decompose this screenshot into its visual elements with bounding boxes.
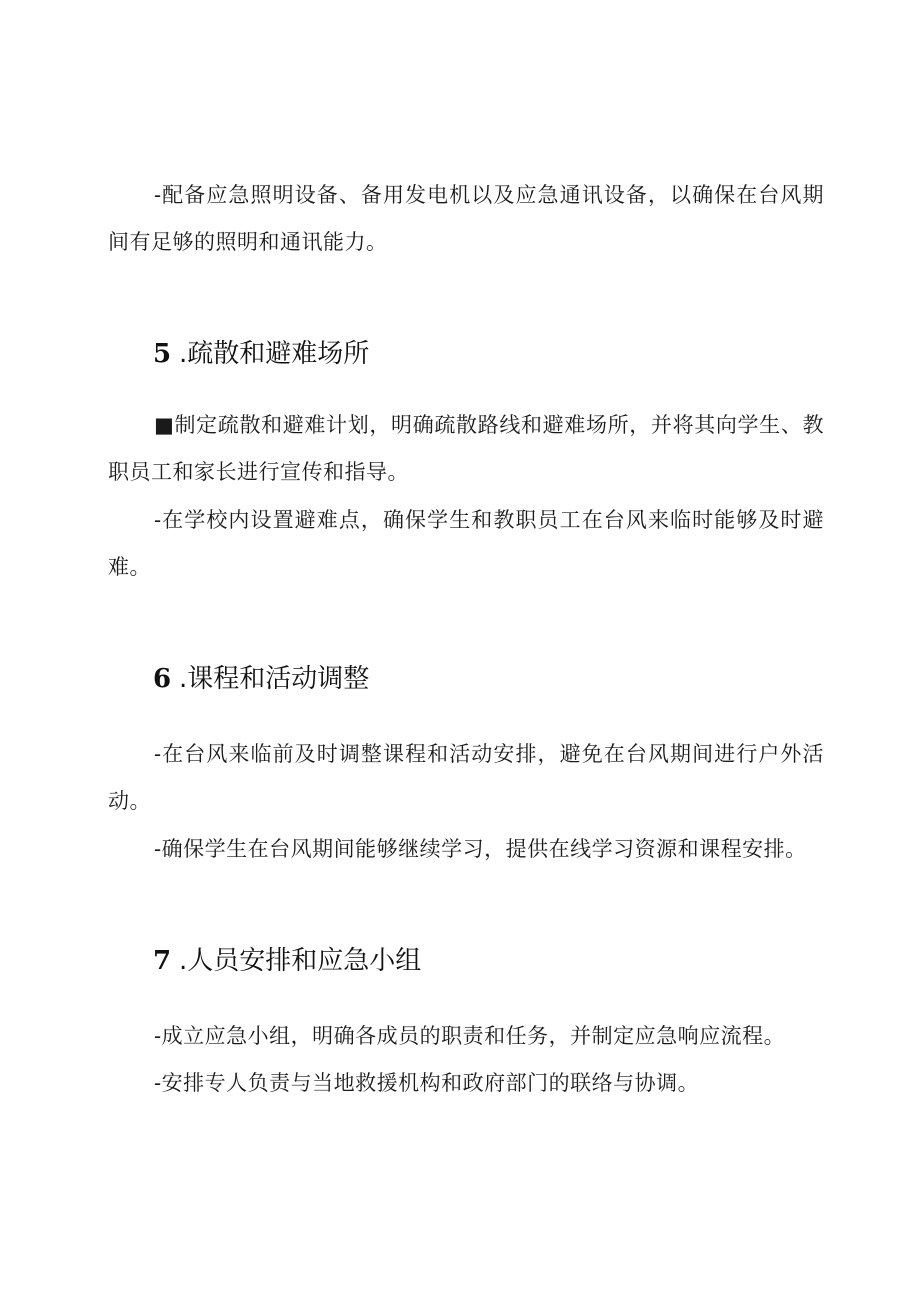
paragraph-shelter-point: -在学校内设置避难点，确保学生和教职员工在台风来临时能够及时避难。 — [108, 508, 824, 579]
heading-number: 5 — [153, 339, 172, 369]
paragraph-emergency-team: -成立应急小组，明确各成员的职责和任务，并制定应急响应流程。 — [154, 1024, 786, 1048]
paragraph-liaison: -安排专人负责与当地救援机构和政府部门的联络与协调。 — [154, 1071, 700, 1095]
paragraph-emergency-equipment: -配备应急照明设备、备用发电机以及应急通讯设备，以确保在台风期间有足够的照明和通讯能力。 — [108, 183, 824, 254]
heading-number: 7 — [153, 946, 172, 976]
heading-title: .课程和活动调整 — [179, 664, 370, 694]
heading-evacuation — [153, 336, 369, 372]
heading-title: .疏散和避难场所 — [179, 339, 370, 369]
paragraph-online-learning: -确保学生在台风期间能够继续学习，提供在线学习资源和课程安排。 — [154, 837, 807, 861]
heading-course-adjustment — [153, 661, 369, 697]
paragraph-adjust-schedule: -在台风来临前及时调整课程和活动安排，避免在台风期间进行户外活动。 — [108, 742, 824, 813]
paragraph-evacuation-plan: ■制定疏散和避难计划，明确疏散路线和避难场所，并将其向学生、教职员工和家长进行宣传和指导。 — [108, 413, 824, 484]
heading-staff-arrangement — [153, 943, 421, 979]
heading-title: .人员安排和应急小组 — [179, 946, 422, 976]
heading-number: 6 — [153, 664, 172, 694]
